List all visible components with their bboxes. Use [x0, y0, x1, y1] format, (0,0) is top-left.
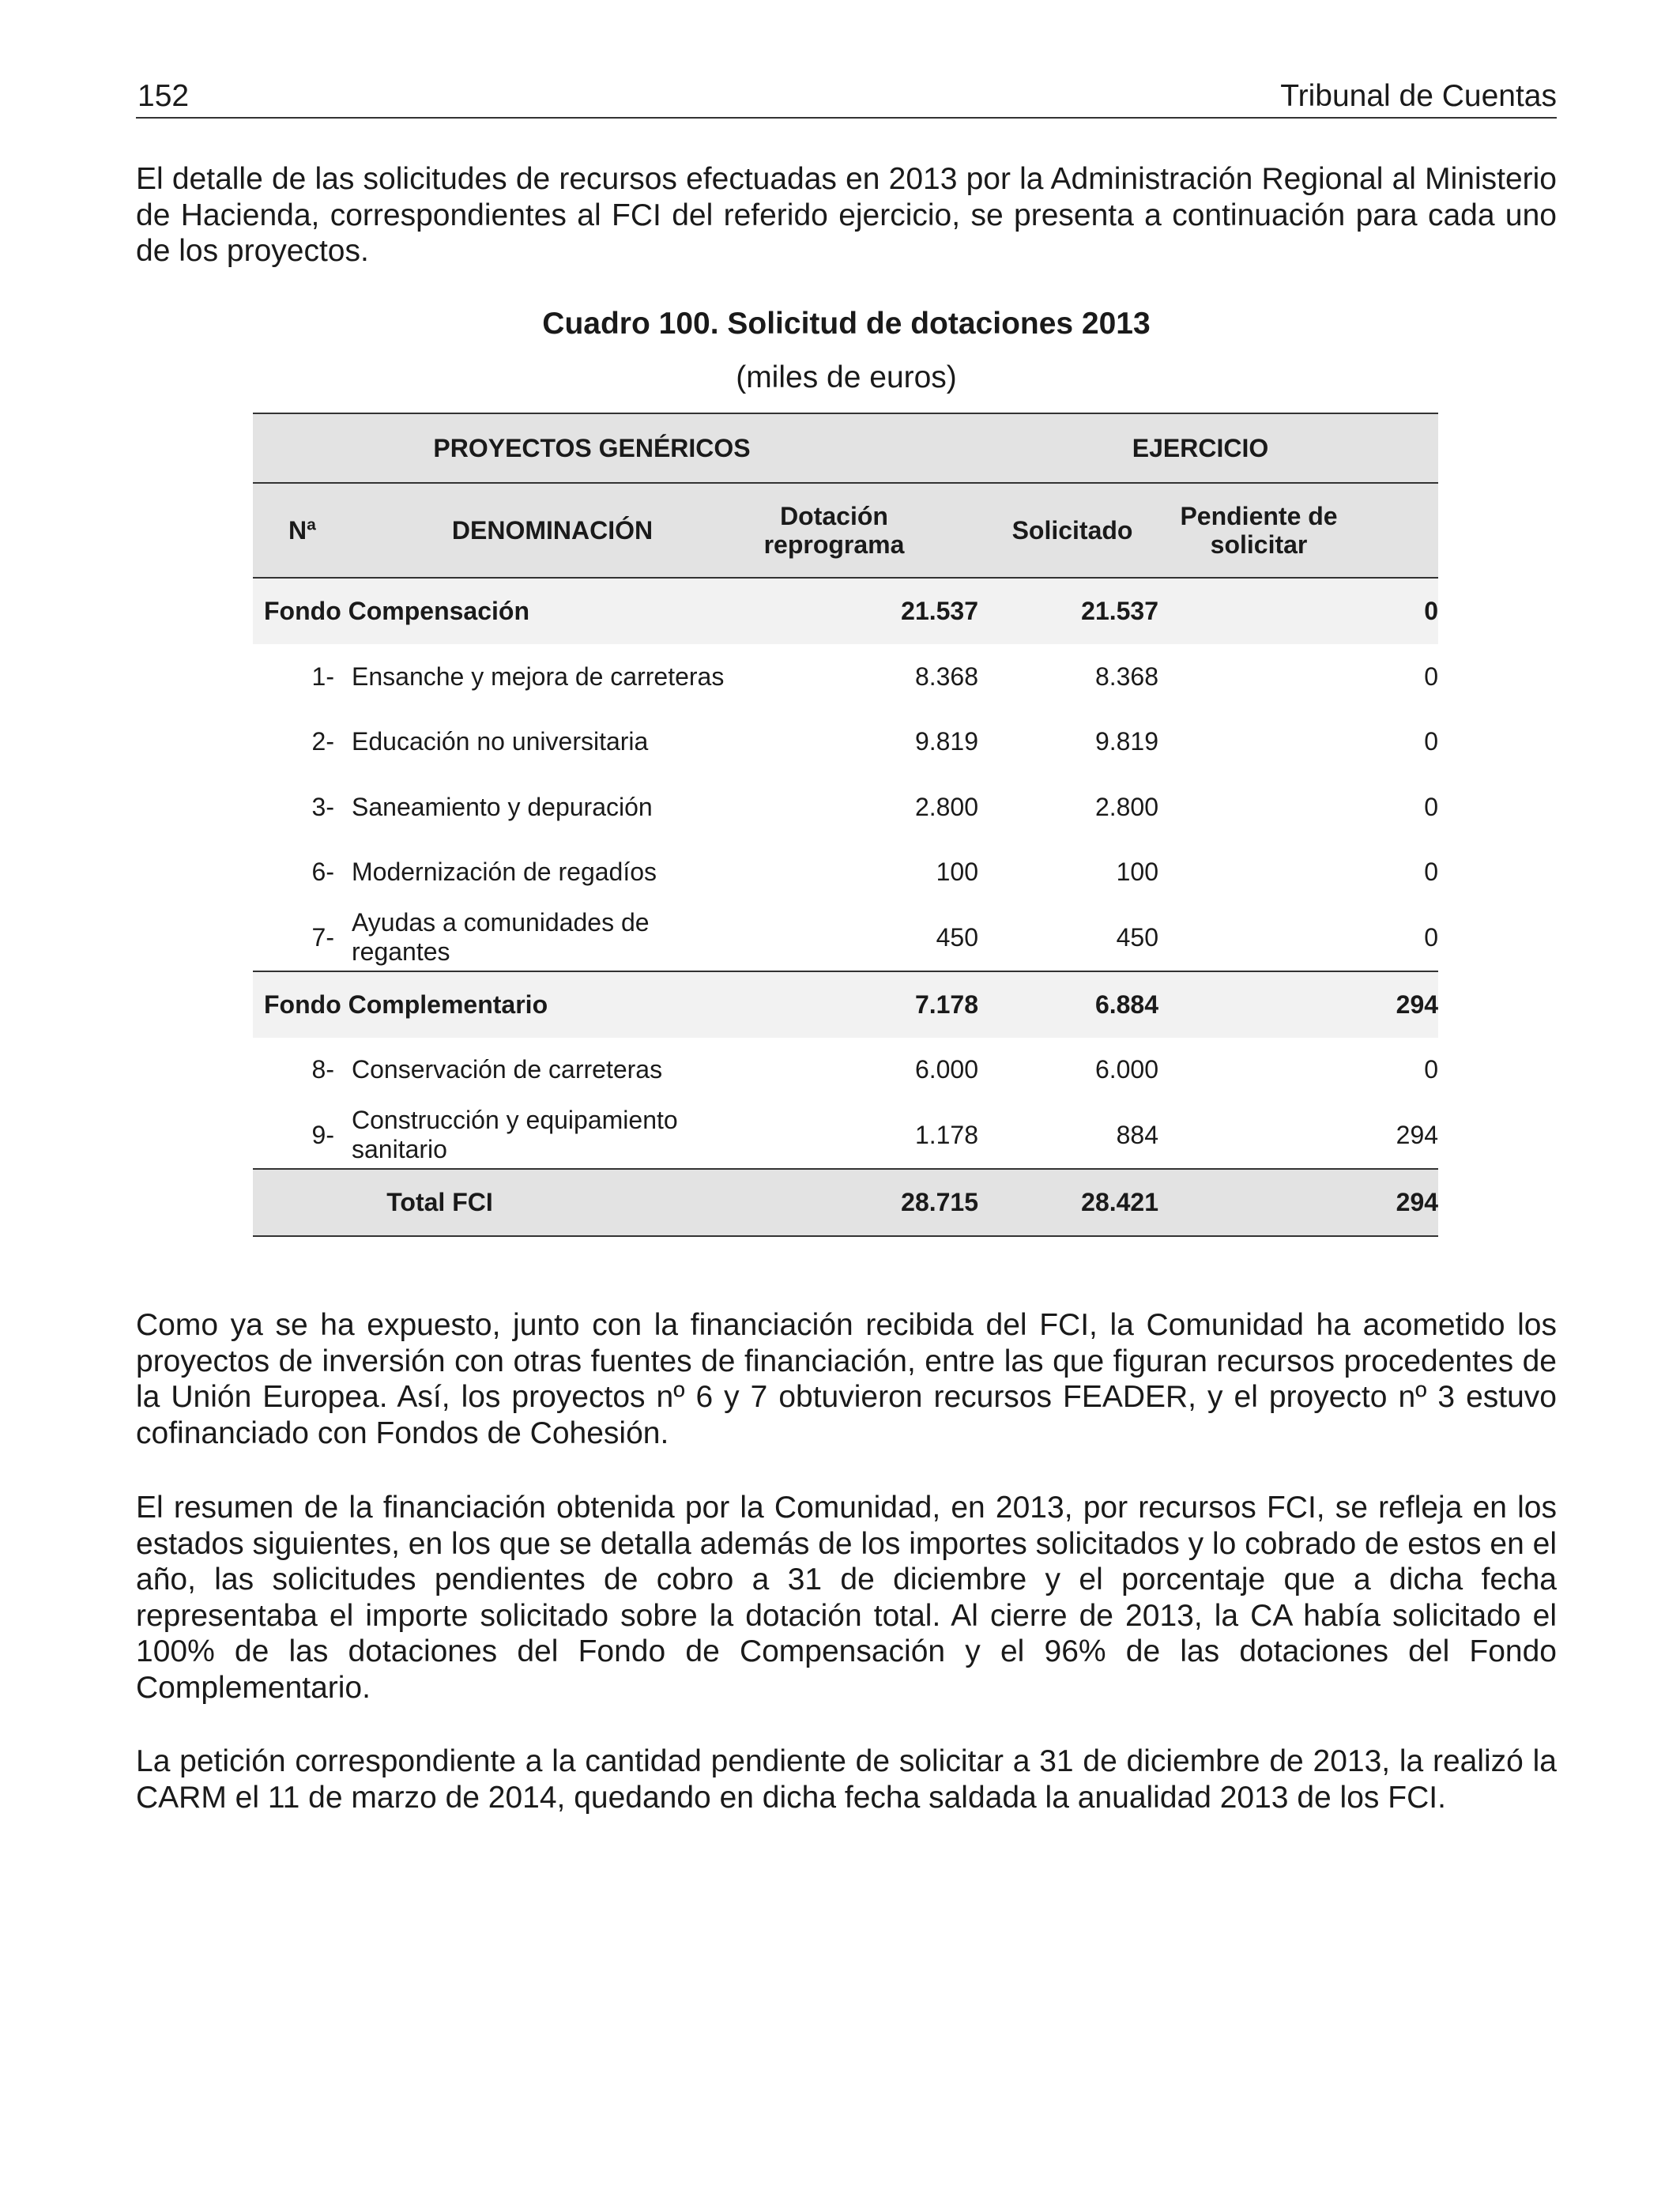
item-solicitado: 9.819: [1094, 727, 1159, 756]
table-row: [253, 905, 1438, 971]
item-pendiente: 0: [1424, 792, 1439, 821]
intro-paragraph: El detalle de las solicitudes de recursos efectuadas en 2013 por la Administración Regional al Ministerio de Hacienda, correspondientes al FCI del referido ejercicio, se presenta a continuación para cada uno de los proyectos.: [136, 162, 1557, 268]
group-solicitado: 21.537: [978, 578, 1158, 644]
group-dotacion: 21.537: [737, 578, 978, 644]
total-dotacion: 28.715: [737, 1169, 978, 1236]
table-row: [253, 840, 1438, 906]
group-row-fondo-compensacion: [253, 578, 1438, 644]
item-num: 6-: [311, 858, 334, 887]
item-num: 7-: [311, 922, 334, 952]
total-row: [253, 1169, 1438, 1236]
item-num: 3-: [311, 792, 334, 821]
group-pendiente: 294: [1158, 971, 1438, 1038]
total-pendiente: 294: [1158, 1169, 1438, 1236]
item-name: Modernización de regadíos: [352, 858, 657, 887]
header-ejercicio: EJERCICIO: [978, 413, 1438, 483]
item-num: 9-: [311, 1120, 334, 1149]
item-solicitado: 884: [1116, 1120, 1159, 1149]
col-header-dotacion-line1: Dotación: [780, 502, 888, 530]
group-label: Fondo Complementario: [253, 971, 737, 1038]
item-dotacion: 6.000: [914, 1055, 979, 1084]
page-number: 152: [137, 79, 190, 113]
item-num: 8-: [311, 1055, 334, 1084]
col-header-pendiente-line1: Pendiente de: [1180, 502, 1338, 530]
group-solicitado: 6.884: [978, 971, 1158, 1038]
col-header-dotacion-line2: reprograma: [763, 530, 905, 559]
item-name: Conservación de carreteras: [352, 1055, 663, 1084]
item-num: 1-: [311, 662, 334, 691]
body-paragraph-resumen: El resumen de la financiación obtenida por la Comunidad, en 2013, por recursos FCI, se refleja en los estados siguientes, en los que se detalla además de los importes solicitados y lo cobrado de estos en el año, las solicitudes pendientes de cobro a 31 de diciembre y el porcentaje que a dicha fecha representaba el importe solicitado sobre la dotación total. Al cierre de 2013, la CA había solicitado el 100% de las dotaciones del Fondo de Compensación y el 96% de las dotaciones del Fondo Complementario.: [136, 1491, 1557, 1705]
total-label: Total FCI: [253, 1169, 737, 1236]
col-header-denominacion: DENOMINACIÓN: [344, 483, 737, 578]
item-solicitado: 450: [1116, 922, 1159, 952]
total-solicitado: 28.421: [978, 1169, 1158, 1236]
table-header-row: [253, 483, 1438, 578]
item-pendiente: 0: [1424, 858, 1439, 887]
body-paragraph-cofinanciacion: Como ya se ha expuesto, junto con la financiación recibida del FCI, la Comunidad ha acometido los proyectos de inversión con otras fuentes de financiación, entre las que figuran recursos procedentes de la Unión Europea. Así, los proyectos nº 6 y 7 obtuvieron recursos FEADER, y el proyecto nº 3 estuvo cofinanciado con Fondos de Cohesión.: [136, 1308, 1557, 1450]
group-pendiente: 0: [1158, 578, 1438, 644]
item-pendiente: 294: [1396, 1120, 1439, 1149]
table-row: [253, 1038, 1438, 1103]
group-label: Fondo Compensación: [253, 578, 737, 644]
running-title: Tribunal de Cuentas: [1280, 79, 1557, 113]
item-name: Construcción y equipamiento sanitario: [352, 1106, 678, 1164]
item-solicitado: 100: [1116, 858, 1159, 887]
col-header-num: Nª: [253, 483, 344, 578]
table-row: [253, 644, 1438, 710]
item-dotacion: 450: [936, 922, 979, 952]
item-dotacion: 100: [936, 858, 979, 887]
dotaciones-table: [253, 413, 1438, 1237]
item-dotacion: 2.800: [914, 792, 979, 821]
item-num: 2-: [311, 727, 334, 756]
item-dotacion: 1.178: [914, 1120, 979, 1149]
item-solicitado: 2.800: [1094, 792, 1159, 821]
header-proyectos-genericos: PROYECTOS GENÉRICOS: [253, 413, 978, 483]
body-paragraph-peticion: La petición correspondiente a la cantidad pendiente de solicitar a 31 de diciembre de 2013, la realizó la CARM el 11 de marzo de 2014, quedando en dicha fecha saldada la anualidad 2013 de los FCI.: [136, 1744, 1557, 1815]
item-name: Saneamiento y depuración: [352, 792, 653, 821]
group-dotacion: 7.178: [737, 971, 978, 1038]
item-pendiente: 0: [1424, 662, 1439, 691]
item-pendiente: 0: [1424, 922, 1439, 952]
table-row: [253, 775, 1438, 840]
col-header-pendiente: [1158, 483, 1438, 578]
table-row: [253, 1103, 1438, 1169]
item-pendiente: 0: [1424, 1055, 1439, 1084]
item-pendiente: 0: [1424, 727, 1439, 756]
table-row: [253, 710, 1438, 775]
item-name: Ensanche y mejora de carreteras: [352, 662, 725, 691]
table-header-group-row: [253, 413, 1438, 483]
col-header-solicitado: Solicitado: [978, 483, 1158, 578]
page-header: [136, 76, 1557, 119]
group-row-fondo-complementario: [253, 971, 1438, 1038]
table-title: Cuadro 100. Solicitud de dotaciones 2013: [542, 307, 1151, 341]
table-subtitle: (miles de euros): [736, 360, 957, 394]
col-header-pendiente-line2: solicitar: [1210, 530, 1308, 559]
item-dotacion: 9.819: [914, 727, 979, 756]
item-name: Educación no universitaria: [352, 727, 649, 756]
item-dotacion: 8.368: [914, 662, 979, 691]
col-header-dotacion: [737, 483, 978, 578]
item-solicitado: 8.368: [1094, 662, 1159, 691]
item-name: Ayudas a comunidades de regantes: [352, 908, 650, 967]
item-solicitado: 6.000: [1094, 1055, 1159, 1084]
